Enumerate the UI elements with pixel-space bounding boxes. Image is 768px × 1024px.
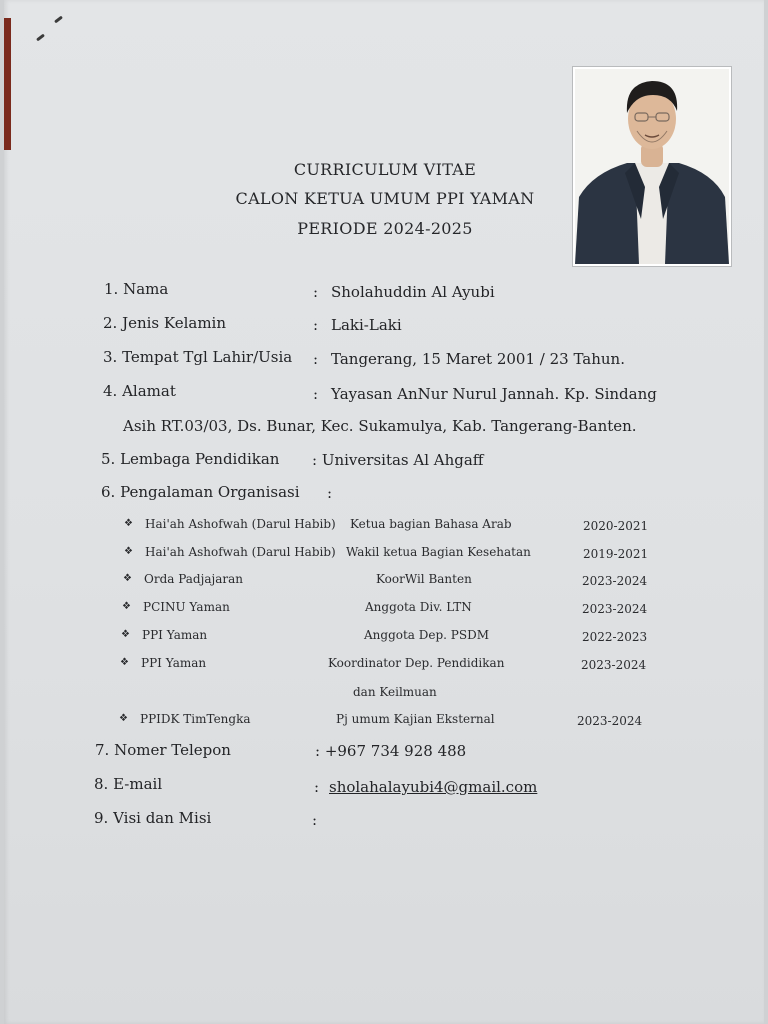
document-subtitle: CALON KETUA UMUM PPI YAMAN [235, 189, 535, 208]
field-email-colon: : [314, 778, 320, 796]
organization-role: Anggota Div. LTN [365, 600, 472, 614]
field-phone-label: 7. Nomer Telepon [95, 741, 231, 759]
document-title: CURRICULUM VITAE [293, 160, 477, 179]
bullet-icon: ❖ [120, 657, 129, 668]
organization-name: PPI Yaman [141, 656, 207, 670]
field-address-continued: Asih RT.03/03, Ds. Bunar, Kec. Sukamulya, Kab. Tangerang-Banten. [123, 417, 637, 435]
field-email-label: 8. E-mail [94, 775, 163, 793]
document-period: PERIODE 2024-2025 [297, 219, 473, 238]
organization-period: 2023-2024 [582, 574, 648, 588]
organization-period: 2023-2024 [577, 714, 643, 728]
organization-name: PCINU Yaman [143, 600, 230, 614]
profile-photo [573, 67, 731, 266]
field-gender-value: Laki-Laki [331, 316, 402, 334]
field-gender-label: 2. Jenis Kelamin [103, 314, 226, 332]
field-education-value: : Universitas Al Ahgaff [312, 451, 484, 469]
field-address-value: Yayasan AnNur Nurul Jannah. Kp. Sindang [331, 385, 657, 403]
organization-role: Anggota Dep. PSDM [364, 628, 490, 642]
organization-role: Pj umum Kajian Eksternal [336, 712, 495, 726]
field-phone-value: : +967 734 928 488 [315, 742, 467, 760]
organization-role: Koordinator Dep. Pendidikan [328, 656, 505, 670]
field-name-value: Sholahuddin Al Ayubi [331, 283, 495, 301]
organization-period: 2023-2024 [582, 602, 648, 616]
organization-period: 2019-2021 [583, 547, 649, 561]
organization-name: PPI Yaman [142, 628, 208, 642]
field-birth-label: 3. Tempat Tgl Lahir/Usia [103, 348, 293, 366]
staple-mark [36, 34, 45, 42]
bullet-icon: ❖ [121, 629, 130, 640]
staple-mark [54, 16, 63, 24]
field-education-label: 5. Lembaga Pendidikan [101, 450, 280, 468]
field-address-label: 4. Alamat [103, 382, 176, 400]
field-name-colon: : [313, 283, 319, 301]
organization-name: Hai'ah Ashofwah (Darul Habib) [145, 517, 336, 531]
paper-edge-mark [4, 18, 11, 150]
person-portrait-image [575, 69, 729, 264]
field-name-label: 1. Nama [104, 280, 169, 298]
bullet-icon: ❖ [124, 518, 133, 529]
field-organization-colon: : [327, 484, 333, 502]
organization-role: Ketua bagian Bahasa Arab [350, 517, 512, 531]
field-address-colon: : [313, 385, 319, 403]
field-vision-colon: : [312, 811, 318, 829]
field-gender-colon: : [313, 316, 319, 334]
organization-period: 2023-2024 [581, 658, 647, 672]
bullet-icon: ❖ [124, 546, 133, 557]
organization-role: KoorWil Banten [376, 572, 472, 586]
bullet-icon: ❖ [122, 601, 131, 612]
field-birth-value: Tangerang, 15 Maret 2001 / 23 Tahun. [331, 350, 625, 368]
field-vision-label: 9. Visi dan Misi [94, 809, 212, 827]
organization-role-continued: dan Keilmuan [353, 685, 437, 699]
bullet-icon: ❖ [119, 713, 128, 724]
organization-name: Orda Padjajaran [144, 572, 243, 586]
organization-period: 2022-2023 [582, 630, 648, 644]
organization-role: Wakil ketua Bagian Kesehatan [346, 545, 531, 559]
organization-name: PPIDK TimTengka [140, 712, 251, 726]
bullet-icon: ❖ [123, 573, 132, 584]
field-organization-label: 6. Pengalaman Organisasi [101, 483, 300, 501]
organization-period: 2020-2021 [583, 519, 649, 533]
field-birth-colon: : [313, 350, 319, 368]
organization-name: Hai'ah Ashofwah (Darul Habib) [145, 545, 336, 559]
email-link[interactable]: sholahalayubi4@gmail.com [329, 778, 538, 796]
